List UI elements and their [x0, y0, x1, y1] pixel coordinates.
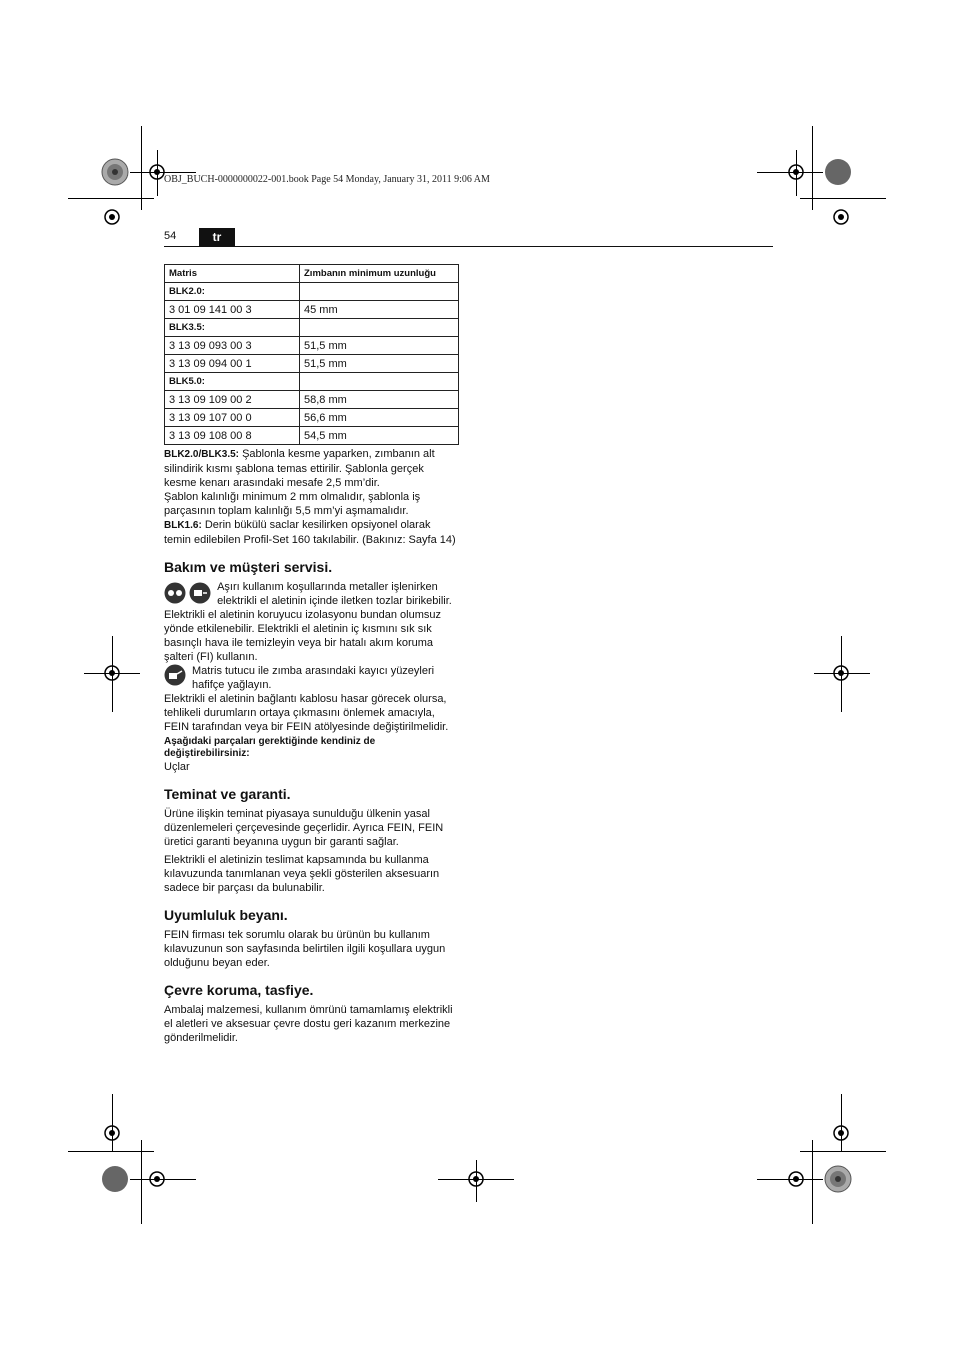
note-label-blk16: BLK1.6: — [164, 520, 202, 531]
lubrication-paragraph: Matris tutucu ile zımba arasındaki kayıcı yüzeyleri hafifçe yağlayın. — [164, 664, 459, 692]
grey-dot-icon — [101, 1165, 129, 1193]
environment-paragraph: Ambalaj malzemesi, kullanım ömrünü tamamlamış elektrikli el aletleri ve aksesuar çevre dostu geri kazanım merkezine gönderilmelidir. — [164, 1004, 453, 1044]
replaceable-parts-item: Uçlar — [164, 761, 190, 773]
matrix-number: 3 13 09 094 00 1 — [165, 355, 300, 373]
group-label: BLK3.5: — [165, 319, 300, 337]
group-label: BLK2.0: — [165, 283, 300, 301]
registration-target-icon — [830, 1122, 852, 1144]
cable-paragraph: Elektrikli el aletinin bağlantı kablosu hasar görecek olursa, tehlikeli durumların ortaya çıkmasını önlemek amacıyla, FEIN tarafından veya bir FEIN atölyesinde değiştirilmelidir. — [164, 693, 449, 733]
registration-target-icon — [465, 1168, 487, 1190]
table-row — [165, 337, 459, 355]
table-row — [165, 427, 459, 445]
section-title-environment: Çevre koruma, tasfiye. — [164, 982, 314, 998]
grey-dot-icon — [824, 158, 852, 186]
table-row — [165, 355, 459, 373]
matrix-number: 3 01 09 141 00 3 — [165, 301, 300, 319]
matrix-number: 3 13 09 109 00 2 — [165, 391, 300, 409]
punch-length-table — [164, 264, 459, 445]
section-title-warranty: Teminat ve garanti. — [164, 786, 291, 802]
profile-set-note: BLK1.6: Derin bükülü saclar kesilirken opsiyonel olarak temin edilebilen Profil-Set 160 takılabilir. (Bakınız: Sayfa 14) — [164, 519, 456, 546]
table-row — [165, 391, 459, 409]
template-note: BLK2.0/BLK3.5: Şablonla kesme yaparken, zımbanın alt silindirik kısmı şablona temas ettirilir. Şablonla gerçek kesme kenarı arasındaki mesafe 2,5 mm’dir. — [164, 448, 435, 489]
note-label-blk2: BLK2.0/BLK3.5: — [164, 449, 240, 460]
starburst-icon — [824, 1165, 852, 1193]
text-column — [164, 447, 459, 1045]
starburst-icon — [101, 158, 129, 186]
group-label: BLK5.0: — [165, 373, 300, 391]
warranty-paragraph-1: Ürüne ilişkin teminat piyasaya sunulduğu ülkenin yasal düzenlemeleri çerçevesinde geçerlidir. Ayrıca FEIN, FEIN üretici garanti beyanına uygun bir garanti sağlar. — [164, 808, 444, 848]
min-length: 58,8 mm — [300, 391, 459, 409]
column-header-matrix: Matris — [165, 265, 300, 283]
min-length: 51,5 mm — [300, 337, 459, 355]
print-file-info: OBJ_BUCH-0000000022-001.book Page 54 Monday, January 31, 2011 9:06 AM — [164, 174, 490, 185]
registration-target-icon — [101, 1122, 123, 1144]
safety-icons — [164, 582, 211, 608]
column-header-min-length: Zımbanın minimum uzunluğu — [300, 265, 459, 283]
registration-target-icon — [785, 161, 807, 183]
registration-target-icon — [101, 206, 123, 228]
oil-can-icon — [164, 664, 186, 686]
matrix-number: 3 13 09 107 00 0 — [165, 409, 300, 427]
registration-target-icon — [785, 1168, 807, 1190]
table-header-row — [165, 265, 459, 283]
maintenance-paragraph: Aşırı kullanım koşullarında metaller işlenirken elektrikli el aletinin içinde iletken tozlar birikebilir. Elektrikli el aletinin koruyucu izolasyonu bundan olumsuz yönde etkilenebilir. Elektrikli el aletinin iç kısmını sık sık basınçlı hava ile temizleyin veya bir hatalı akım koruma şalteri (FI) kullanın. — [164, 581, 452, 663]
registration-target-icon — [830, 662, 852, 684]
table-row — [165, 409, 459, 427]
table-group-row — [165, 319, 459, 337]
registration-target-icon — [830, 206, 852, 228]
matrix-number: 3 13 09 108 00 8 — [165, 427, 300, 445]
section-title-maintenance: Bakım ve müşteri servisi. — [164, 559, 333, 575]
language-tab: tr — [199, 228, 235, 246]
page-number: 54 — [164, 230, 177, 242]
warranty-paragraph-2: Elektrikli el aletinizin teslimat kapsamında bu kullanma kılavuzunda tanımlanan veya şekli gösterilen aksesuarın sadece bir parçası da bulunabilir. — [164, 854, 440, 894]
registration-target-icon — [101, 662, 123, 684]
min-length: 45 mm — [300, 301, 459, 319]
table-row — [165, 301, 459, 319]
min-length: 51,5 mm — [300, 355, 459, 373]
min-length: 56,6 mm — [300, 409, 459, 427]
registration-target-icon — [146, 1168, 168, 1190]
matrix-number: 3 13 09 093 00 3 — [165, 337, 300, 355]
thickness-note: Şablon kalınlığı minimum 2 mm olmalıdır, şablonla iş parçasının toplam kalınlığı 5,5 mm’yi aşmamalıdır. — [164, 491, 421, 517]
goggles-icon — [164, 582, 186, 604]
header-rule — [164, 246, 773, 247]
min-length: 54,5 mm — [300, 427, 459, 445]
table-group-row — [165, 373, 459, 391]
compressed-air-icon — [189, 582, 211, 604]
section-title-conformity: Uyumluluk beyanı. — [164, 907, 288, 923]
table-group-row — [165, 283, 459, 301]
replaceable-parts-heading: Aşağıdaki parçaları gerektiğinde kendiniz de değiştirebilirsiniz: — [164, 736, 376, 759]
conformity-paragraph: FEIN firması tek sorumlu olarak bu ürünün bu kullanım kılavuzunun son sayfasında belirtilen ilgili koşullara uygun olduğunu beyan eder. — [164, 929, 446, 969]
